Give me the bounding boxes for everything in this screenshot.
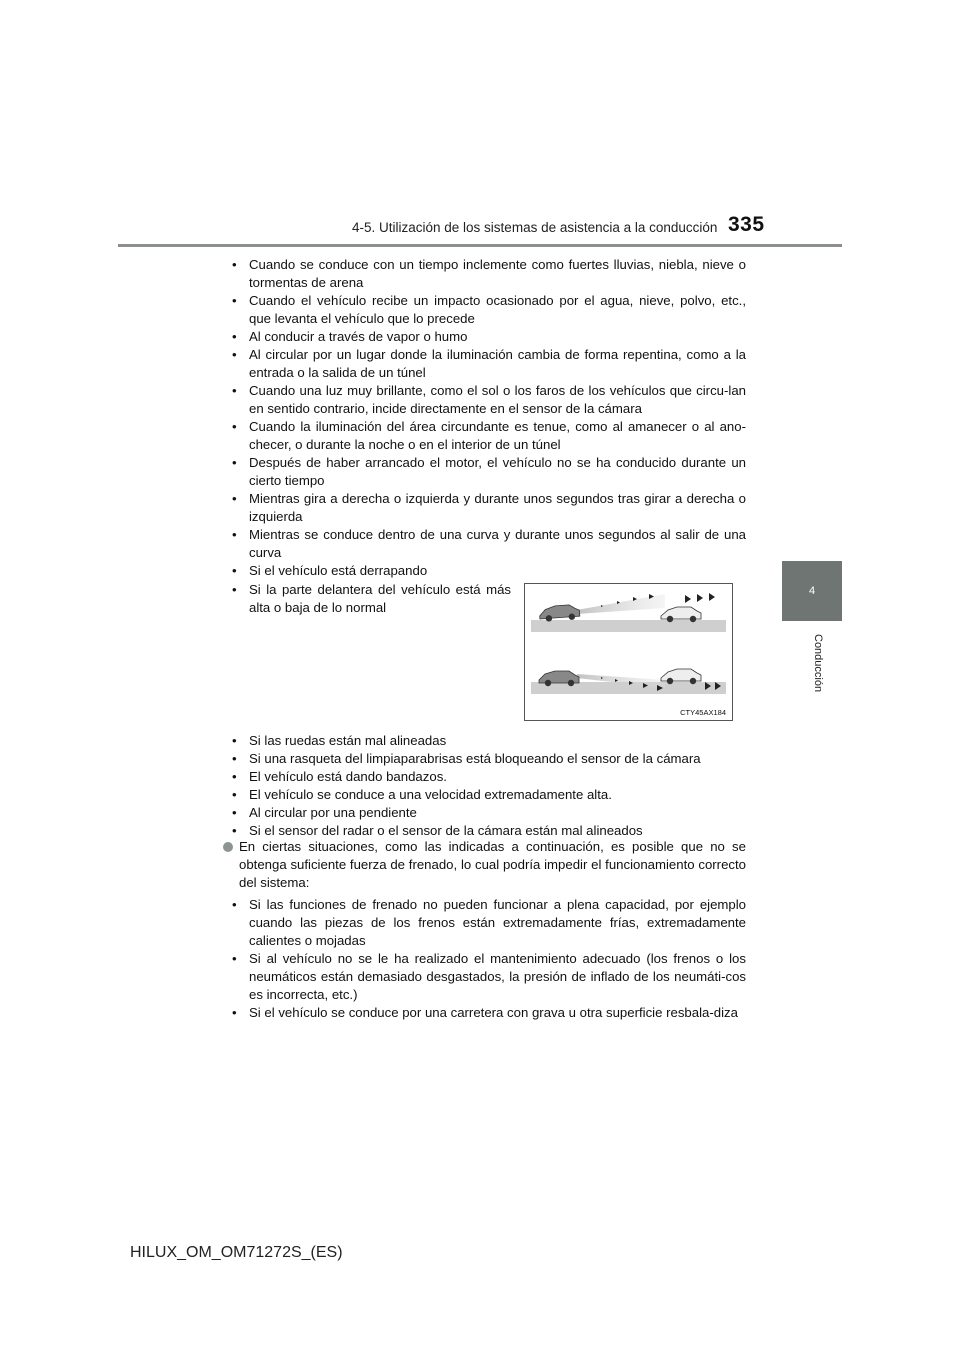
vehicle-pitch-figure [524, 583, 733, 721]
figure-code: CTY45AX184 [680, 708, 726, 717]
list-item: • Mientras gira a derecha o izquierda y durante unos segundos tras girar a derecha o izquierda [228, 490, 746, 526]
list-item: • Al circular por un lugar donde la iluminación cambia de forma repentina, como a la entrada o la salida de un túnel [228, 346, 746, 382]
list-item: • Si el sensor del radar o el sensor de la cámara están mal alineados [228, 822, 746, 840]
list-item: • Cuando el vehículo recibe un impacto ocasionado por el agua, nieve, polvo, etc., que levanta el vehículo que lo precede [228, 292, 746, 328]
list-item: • Al circular por una pendiente [228, 804, 746, 822]
list-item: • El vehículo está dando bandazos. [228, 768, 746, 786]
car-icon [661, 669, 701, 684]
list-item: • Cuando se conduce con un tiempo inclemente como fuertes lluvias, niebla, nieve o tormentas de arena [228, 256, 746, 292]
list-item: • Al conducir a través de vapor o humo [228, 328, 746, 346]
section-title: 4-5. Utilización de los sistemas de asistencia a la conducción [352, 220, 718, 235]
bullet-dot-icon [223, 842, 233, 852]
list-item: • Mientras se conduce dentro de una curva y durante unos segundos al salir de una curva [228, 526, 746, 562]
list-item: • Cuando la iluminación del área circundante es tenue, como al amanecer o al ano-checer, o durante la noche o en el interior de un túnel [228, 418, 746, 454]
list-item: • Si el vehículo se conduce por una carretera con grava u otra superficie resbala-diza [228, 1004, 746, 1022]
chapter-number: 4 [808, 585, 816, 597]
conditions-list-1 [228, 256, 746, 580]
list-item: • Si la parte delantera del vehículo está más alta o baja de lo normal [228, 581, 511, 617]
vehicle-pitch-illustration [525, 584, 732, 720]
list-item: • Si al vehículo no se le ha realizado el mantenimiento adecuado (los frenos o los neumáticos están demasiado desgastados, la presión de inflado de los neumáti-cos es incorrecta, etc.) [228, 950, 746, 1004]
chapter-name: Conducción [812, 634, 824, 693]
conditions-list-2 [228, 732, 746, 840]
document-code: HILUX_OM_OM71272S_(ES) [130, 1244, 343, 1261]
car-icon [539, 604, 580, 622]
chapter-tab[interactable] [782, 561, 842, 621]
list-item: • Cuando una luz muy brillante, como el sol o los faros de los vehículos que circu-lan en sentido contrario, incide directamente en el sensor de la cámara [228, 382, 746, 418]
list-item: • El vehículo se conduce a una velocidad extremadamente alta. [228, 786, 746, 804]
page-number: 335 [728, 213, 765, 236]
braking-paragraph [228, 838, 746, 892]
paragraph-text: En ciertas situaciones, como las indicadas a continuación, es posible que no se obtenga suficiente fuerza de frenado, lo cual podría impedir el funcionamiento correcto del sistema: [239, 839, 746, 890]
list-item: • Si el vehículo está derrapando [228, 562, 746, 580]
list-item: • Si las ruedas están mal alineadas [228, 732, 746, 750]
header-divider [118, 244, 842, 247]
list-item: • Después de haber arrancado el motor, el vehículo no se ha conducido durante un cierto tiempo [228, 454, 746, 490]
list-item: • Si las funciones de frenado no pueden funcionar a plena capacidad, por ejemplo cuando las piezas de los frenos están extremadamente frías, extremadamente calientes o mojadas [228, 896, 746, 950]
car-icon [661, 607, 701, 622]
list-item: • Si una rasqueta del limpiaparabrisas está bloqueando el sensor de la cámara [228, 750, 746, 768]
braking-conditions-list [228, 896, 746, 1022]
conditions-list-figure [228, 581, 511, 617]
